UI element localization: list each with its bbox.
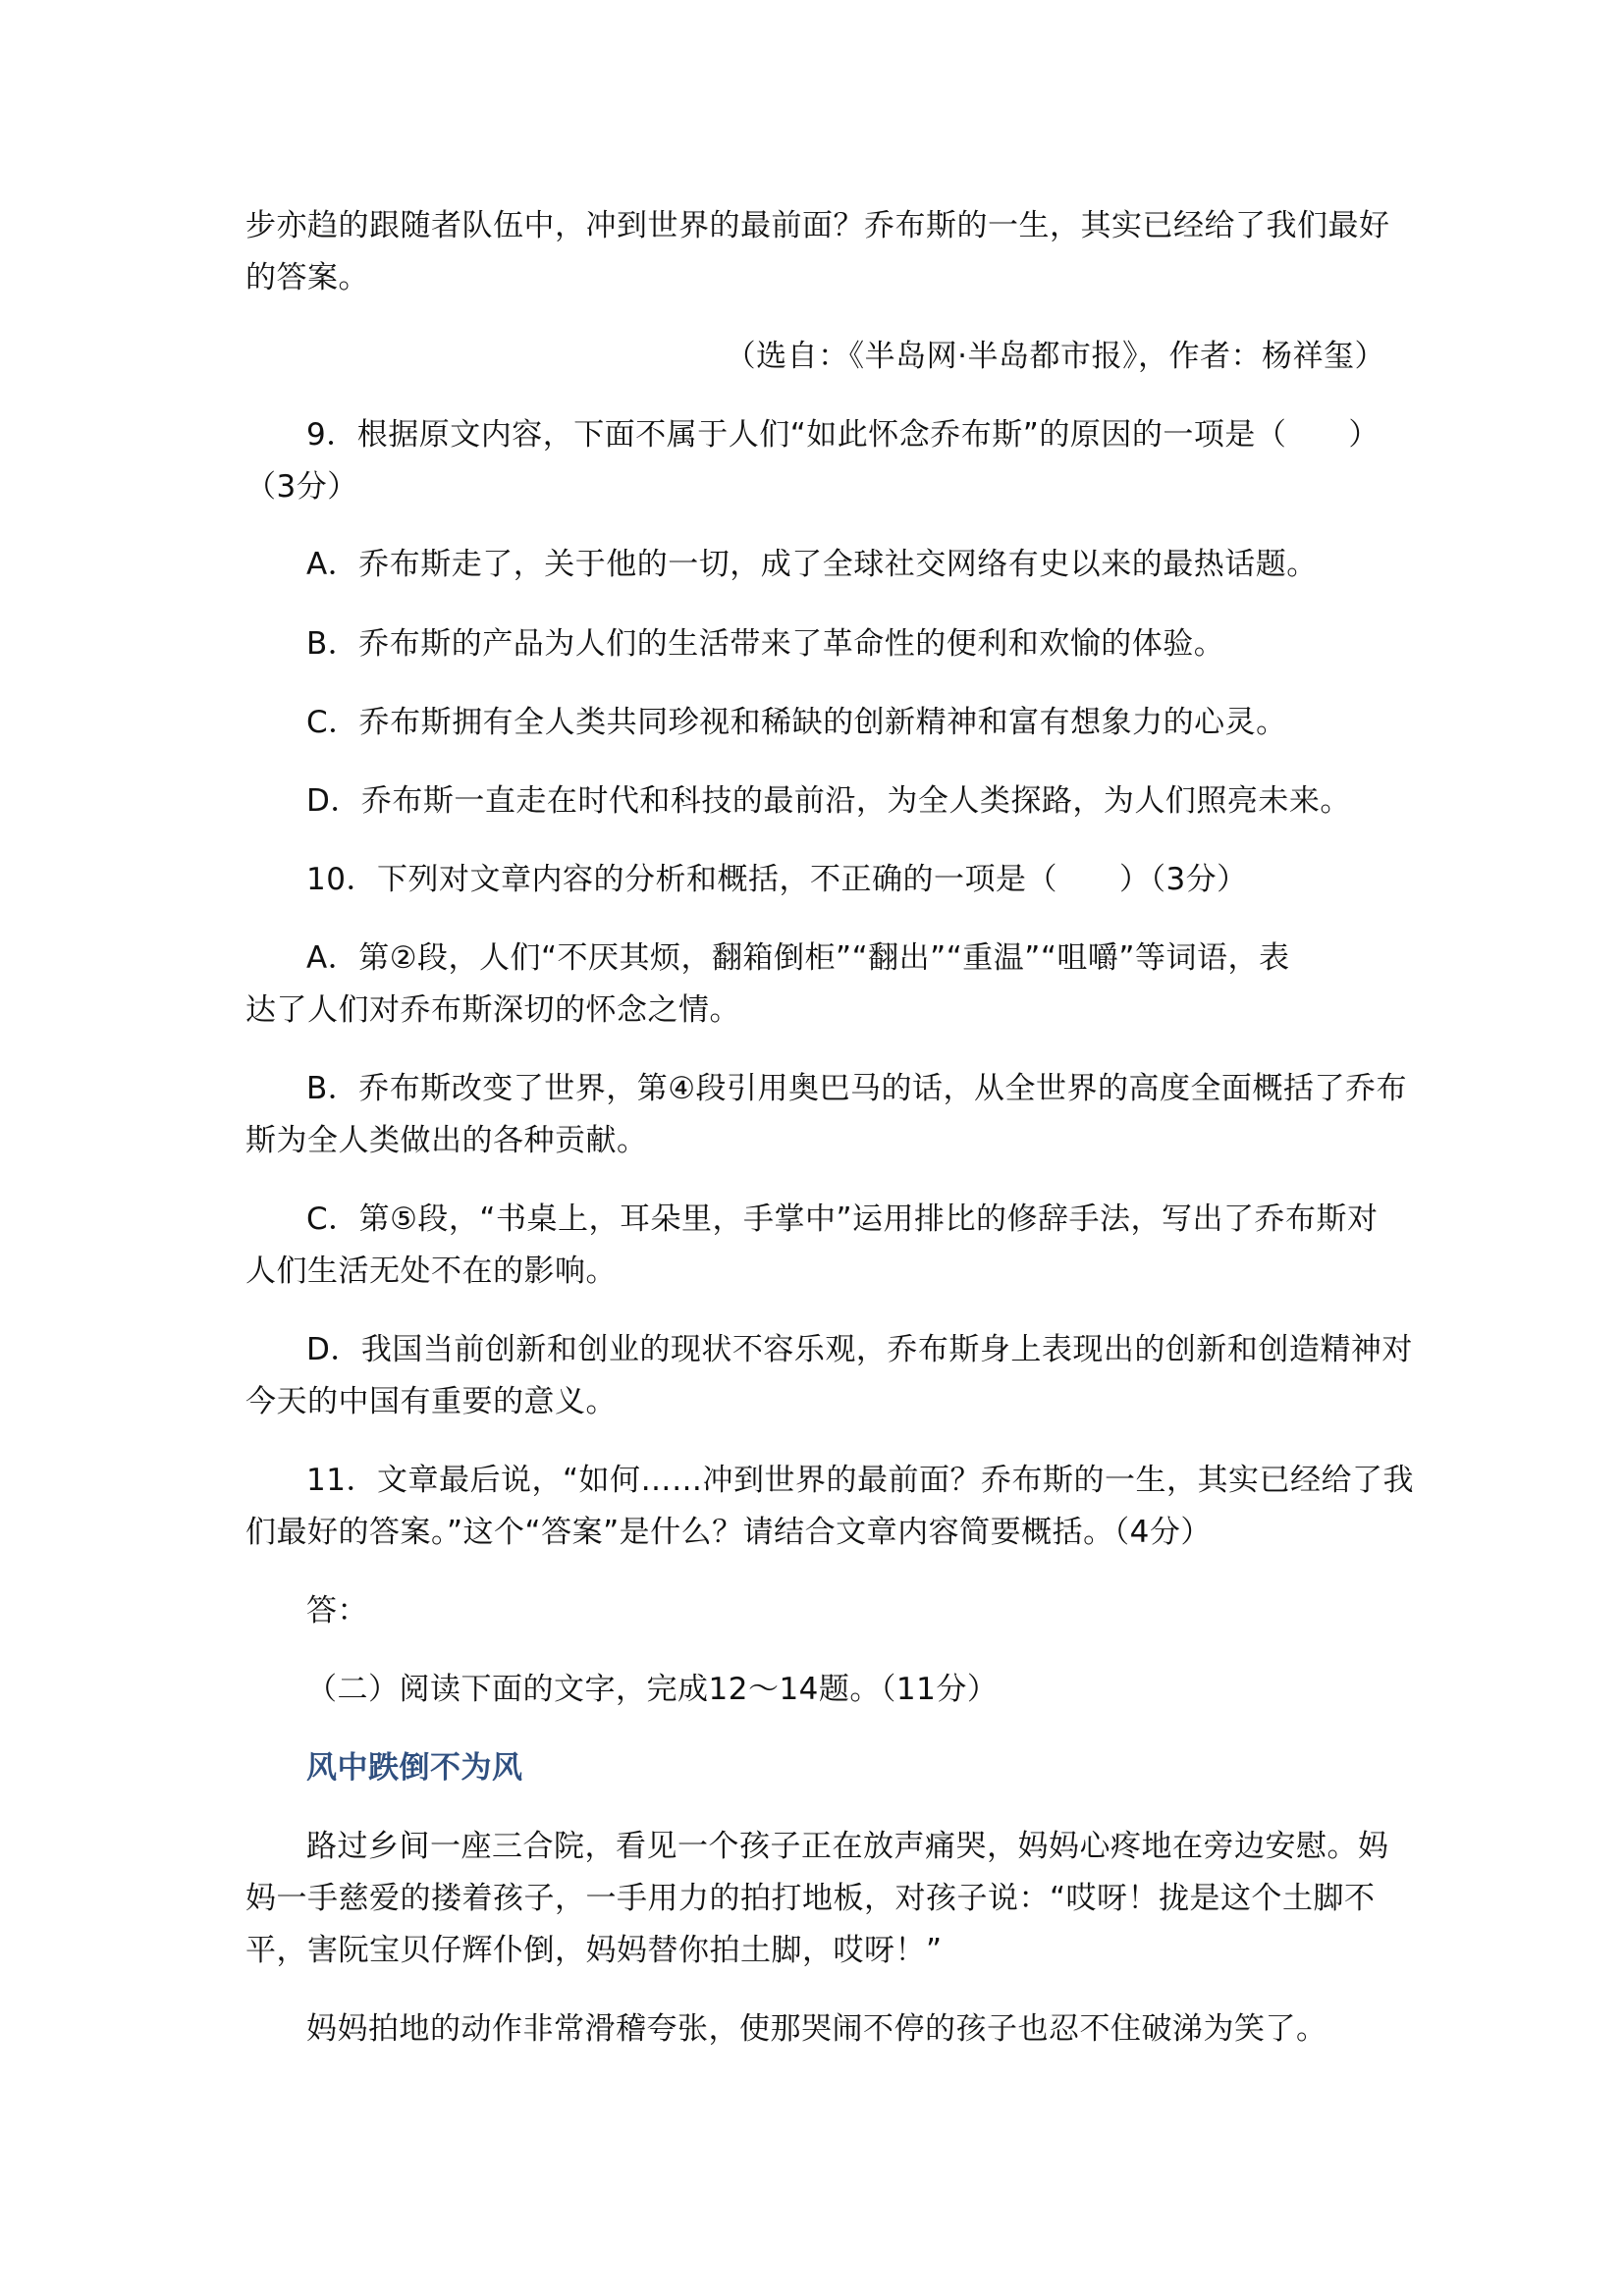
q9-stem-line-2: （3分） xyxy=(245,469,358,505)
q10-option-a-line-2: 达了人们对乔布斯深切的怀念之情。 xyxy=(245,992,740,1028)
q10-option-d-line-2: 今天的中国有重要的意义。 xyxy=(245,1384,617,1419)
section2-paragraph1-line-3: 平，害阮宝贝仔辉仆倒，妈妈替你拍土脚，哎呀！” xyxy=(245,1933,943,1968)
q10-option-b-line-2: 斯为全人类做出的各种贡献。 xyxy=(245,1123,648,1158)
q9-option-a: A．乔布斯走了，关于他的一切，成了全球社交网络有史以来的最热话题。 xyxy=(306,547,1318,582)
carryover-text-line-1: 步亦趋的跟随者队伍中，冲到世界的最前面？乔布斯的一生，其实已经给了我们最好 xyxy=(245,208,1390,243)
q11-answer-label: 答： xyxy=(306,1593,368,1629)
q9-option-c: C．乔布斯拥有全人类共同珍视和稀缺的创新精神和富有想象力的心灵。 xyxy=(306,705,1287,740)
q10-option-a-line-1: A．第②段，人们“不厌其烦，翻箱倒柜”“翻出”“重温”“咀嚼”等词语，表 xyxy=(306,940,1290,976)
q10-option-c-line-2: 人们生活无处不在的影响。 xyxy=(245,1254,617,1289)
q10-option-d-line-1: D．我国当前创新和创业的现状不容乐观，乔布斯身上表现出的创新和创造精神对 xyxy=(306,1332,1413,1367)
section2-paragraph1-line-1: 路过乡间一座三合院，看见一个孩子正在放声痛哭，妈妈心疼地在旁边安慰。妈 xyxy=(306,1829,1389,1864)
q9-option-b: B．乔布斯的产品为人们的生活带来了革命性的便利和欢愉的体验。 xyxy=(306,626,1225,662)
q10-option-b-line-1: B．乔布斯改变了世界，第④段引用奥巴马的话，从全世界的高度全面概括了乔布 xyxy=(306,1071,1408,1106)
source-citation: （选自：《半岛网·半岛都市报》，作者：杨祥玺） xyxy=(725,339,1385,374)
q9-stem-line-1: 9．根据原文内容，下面不属于人们“如此怀念乔布斯”的原因的一项是（ ） xyxy=(306,417,1380,453)
q11-stem-line-2: 们最好的答案。”这个“答案”是什么？请结合文章内容简要概括。（4分） xyxy=(245,1515,1212,1550)
q10-option-c-line-1: C．第⑤段，“书桌上，耳朵里，手掌中”运用排比的修辞手法，写出了乔布斯对 xyxy=(306,1201,1379,1237)
q10-stem: 10．下列对文章内容的分析和概括，不正确的一项是（ ）（3分） xyxy=(306,862,1248,897)
carryover-text-line-2: 的答案。 xyxy=(245,260,369,295)
section2-paragraph1-line-2: 妈一手慈爱的搂着孩子，一手用力的拍打地板，对孩子说：“哎呀！拢是这个土脚不 xyxy=(245,1881,1376,1916)
q11-stem-line-1: 11．文章最后说，“如何……冲到世界的最前面？乔布斯的一生，其实已经给了我 xyxy=(306,1463,1415,1498)
article-title: 风中跌倒不为风 xyxy=(306,1750,523,1786)
q9-option-d: D．乔布斯一直走在时代和科技的最前沿，为全人类探路，为人们照亮未来。 xyxy=(306,783,1351,819)
section2-paragraph2-line-1: 妈妈拍地的动作非常滑稽夸张，使那哭闹不停的孩子也忍不住破涕为笑了。 xyxy=(306,2011,1327,2047)
section2-heading: （二）阅读下面的文字，完成12～14题。（11分） xyxy=(306,1672,999,1707)
